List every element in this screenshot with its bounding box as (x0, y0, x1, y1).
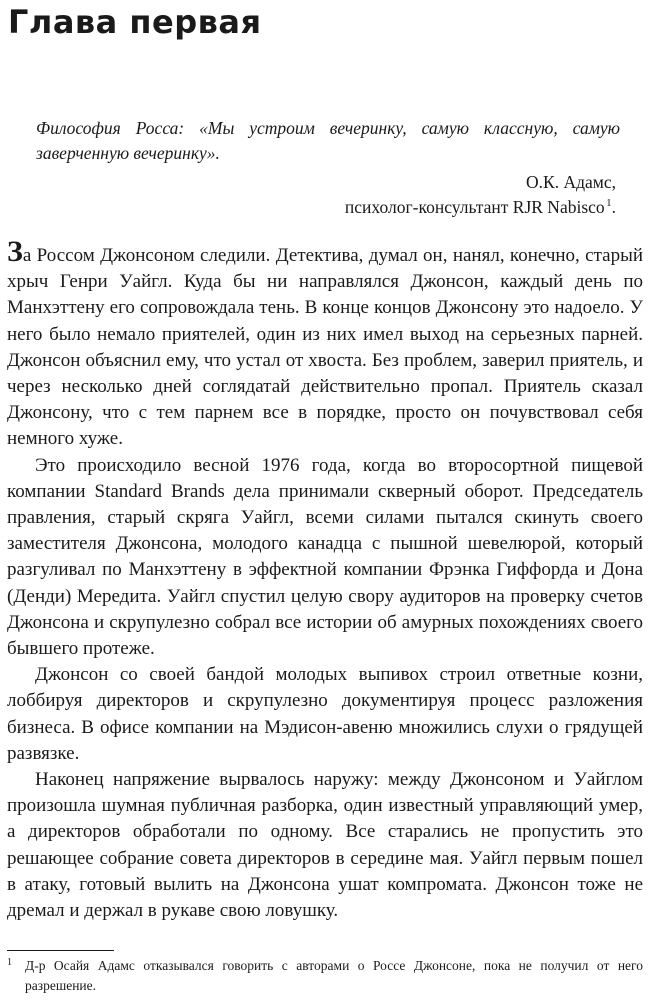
epigraph-author: О.К. Адамс, (526, 172, 616, 192)
footnote-reference: 1 (606, 197, 612, 210)
footnote-mark: 1 (7, 957, 12, 968)
epigraph (36, 116, 620, 220)
epigraph-quote: Философия Росса: «Мы устроим вечеринку, самую классную, самую заверченную вечеринку». (36, 118, 620, 163)
footnote-paragraph (7, 956, 643, 996)
drop-cap: З (7, 235, 23, 268)
epigraph-role: психолог-консультант RJR Nabisco (344, 197, 605, 217)
paragraph (7, 235, 643, 453)
footnote (7, 956, 643, 996)
footnote-text: Д-р Осайя Адамс отказывался говорить с авторами о Россе Джонсоне, пока не получил от него разрешение. (25, 958, 643, 993)
chapter-title: Глава первая (8, 3, 262, 41)
epigraph-role-line: психолог-консультант RJR Nabisco $^1$. (344, 197, 616, 217)
paragraph: Это происходило весной 1976 года, когда во второсортной пищевой компании Standard Brands дела принимали скверный оборот. Председатель правления, старый скряга Уайгл, всеми силами пытался скинуть своего заместителя Джонсона, молодого канадца с пышной шевелюрой, который разгуливал по Манхэттену в эффектной компании Фрэнка Гиффорда и Дона (Денди) Мередита. Уайгл спустил целую свору аудиторов на проверку счетов Джонсона и скрупулезно собрал все истории об амурных похождениях своего бывшего протеже. (7, 454, 643, 660)
paragraph: Наконец напряжение вырвалось наружу: между Джонсоном и Уайглом произошла шумная публичная разборка, один известный управляющий умер, а директоров обработали по одному. Все старались не пропустить это решающее собрание совета директоров в середине мая. Уайгл первым пошел в атаку, готовый вылить на Джонсона ушат компромата. Джонсон тоже не дремал и держал в рукаве свою ловушку. (7, 769, 643, 922)
paragraph-text: а Россом Джонсоном следили. Детектива, думал он, нанял, конечно, старый хрыч Генри Уайгл. Куда бы ни направлялся Джонсон, каждый день по Манхэттену его сопровождала тень. В конце концов Джонсону это надоело. У него было немало приятелей, один из них имел выход на серьезных парней. Джонсон объяснил ему, что устал от хвоста. Без проблем, заверил приятель, и через несколько дней соглядатай действительно пропал. Приятель сказал Джонсону, что с тем парнем все в порядке, просто он почувствовал себя немного хуже. (7, 245, 643, 450)
paragraph: Джонсон со своей бандой молодых выпивох строил ответные козни, лоббируя директоров и скрупулезно документируя процесс разложения бизнеса. В офисе компании на Мэдисон-авеню множились слухи о грядущей развязке. (7, 664, 643, 764)
chapter-body (7, 235, 643, 924)
footnote-divider (7, 950, 114, 951)
